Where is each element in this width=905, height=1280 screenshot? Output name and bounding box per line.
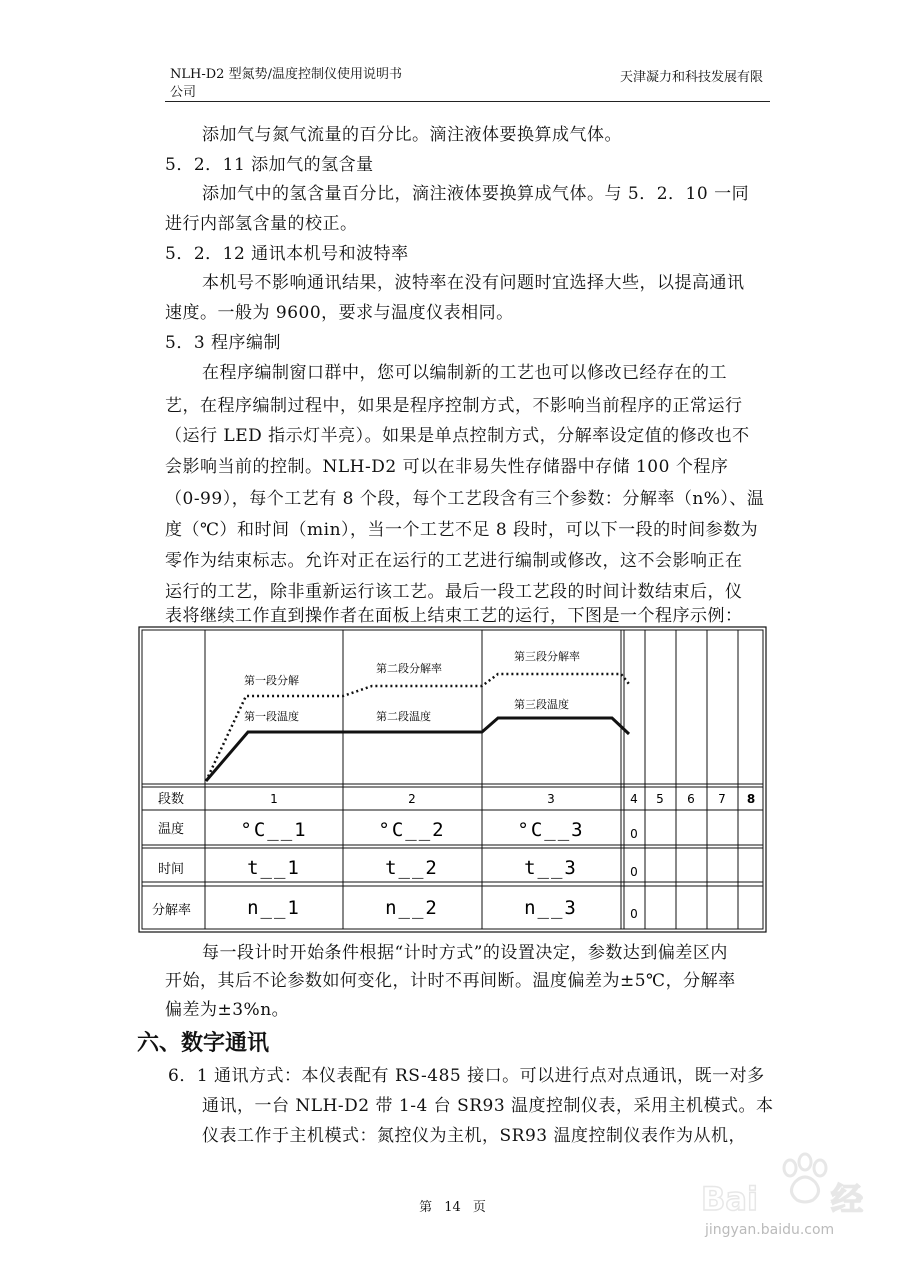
paragraph-line: 通讯，一台 NLH-D2 带 1-4 台 SR93 温度控制仪表，采用主机模式。本 (202, 1096, 774, 1116)
seg3-decomp-label: 第三段分解率 (514, 650, 580, 663)
seg-number: 8 (746, 792, 756, 806)
paragraph-line: （运行 LED 指示灯半亮）。如果是单点控制方式，分解率设定值的修改也不 (165, 426, 750, 446)
paragraph-line: 添加气中的氢含量百分比，滴注液体要换算成气体。与 5．2．10 一同 (202, 184, 750, 204)
seg2-temp-label: 第二段温度 (376, 710, 431, 723)
paragraph-line: 开始，其后不论参数如何变化，计时不再间断。温度偏差为±5℃，分解率 (165, 971, 736, 991)
heading-5-2-11: 5．2．11 添加气的氢含量 (165, 155, 374, 175)
seg4-temp-value: 0 (630, 827, 638, 841)
svg-text:经: 经 (831, 1180, 864, 1218)
paragraph-line: 进行内部氢含量的校正。 (165, 214, 358, 234)
heading-5-3: 5．3 程序编制 (165, 333, 282, 353)
seg-number: 6 (687, 792, 695, 806)
watermark-site: jingyan.baidu.com (705, 1222, 835, 1238)
paragraph-line: 运行的工艺，除非重新运行该工艺。最后一段工艺段的时间计数结束后，仪 (165, 582, 743, 602)
company-name: 天津凝力和科技发展有限 (620, 70, 764, 85)
paragraph-line: （0-99），每个工艺有 8 个段，每个工艺段含有三个参数：分解率（n%）、温 (165, 489, 765, 509)
doc-title: NLH-D2 型氮势/温度控制仪使用说明书 (170, 67, 402, 82)
seg1-temp-label: 第一段温度 (244, 710, 299, 723)
paragraph-line: 艺，在程序编制过程中，如果是程序控制方式，不影响当前程序的正常运行 (165, 396, 743, 416)
time-code: t__2 (385, 857, 439, 879)
paragraph-line: 本机号不影响通讯结果，波特率在没有问题时宜选择大些，以提高通讯 (202, 273, 745, 293)
decomp-code: n__1 (247, 897, 301, 919)
paragraph-line: 添加气与氮气流量的百分比。滴注液体要换算成气体。 (202, 125, 622, 145)
seg4-decomp-value: 0 (630, 907, 638, 921)
header-left (170, 66, 430, 102)
seg1-decomp-label: 第一段分解 (244, 674, 299, 687)
decomp-code: n__2 (385, 897, 439, 919)
paragraph-line: 会影响当前的控制。NLH-D2 可以在非易失性存储器中存储 100 个程序 (165, 457, 729, 477)
decomp-code: n__3 (524, 897, 578, 919)
temperature-profile-line (206, 718, 629, 781)
seg-number: 1 (270, 792, 278, 806)
decomposition-profile-line (206, 674, 629, 781)
header-divider (165, 101, 770, 102)
row-label-segments: 段数 (158, 792, 185, 807)
paragraph-line: 6．1 通讯方式：本仪表配有 RS-485 接口。可以进行点对点通讯，既一对多 (168, 1066, 765, 1086)
temp-code: °C__3 (517, 819, 585, 841)
seg-number: 5 (656, 792, 664, 806)
paragraph-line: 每一段计时开始条件根据“计时方式”的设置决定，参数达到偏差区内 (202, 943, 728, 963)
seg3-temp-label: 第三段温度 (514, 698, 569, 711)
paragraph-line: 速度。一般为 9600，要求与温度仪表相同。 (165, 303, 514, 323)
temp-code: °C__2 (378, 819, 446, 841)
time-code: t__3 (524, 857, 578, 879)
paragraph-line: 偏差为±3%n。 (165, 1000, 290, 1020)
paragraph-line: 仪表工作于主机模式：氮控仪为主机，SR93 温度控制仪表作为从机， (202, 1126, 746, 1146)
program-example-diagram (138, 626, 768, 934)
row-label-time: 时间 (158, 862, 185, 877)
paragraph-line: 零作为结束标志。允许对正在运行的工艺进行编制或修改，这不会影响正在 (165, 551, 743, 571)
row-label-decomp: 分解率 (152, 903, 192, 918)
row-label-temperature: 温度 (158, 822, 185, 837)
seg2-decomp-label: 第二段分解率 (376, 662, 442, 675)
doc-title-cont: 公司 (170, 85, 197, 100)
section-heading-6: 六、数字通讯 (137, 1031, 270, 1056)
watermark-logo (695, 1150, 875, 1220)
seg-number: 3 (547, 792, 555, 806)
time-code: t__1 (247, 857, 301, 879)
seg-number: 7 (718, 792, 726, 806)
svg-text:Bai: Bai (701, 1180, 758, 1218)
seg-number: 2 (408, 792, 416, 806)
temp-code: °C__1 (240, 819, 308, 841)
page-number: 第 14 页 (419, 1200, 486, 1215)
heading-5-2-12: 5．2．12 通讯本机号和波特率 (165, 244, 409, 264)
paragraph-line: 在程序编制窗口群中，您可以编制新的工艺也可以修改已经存在的工 (202, 363, 727, 383)
seg4-time-value: 0 (630, 865, 638, 879)
seg-number: 4 (630, 792, 638, 806)
paragraph-line: 表将继续工作直到操作者在面板上结束工艺的运行，下图是一个程序示例： (165, 606, 743, 626)
paragraph-line: 度（℃）和时间（min），当一个工艺不足 8 段时，可以下一段的时间参数为 (165, 520, 759, 540)
